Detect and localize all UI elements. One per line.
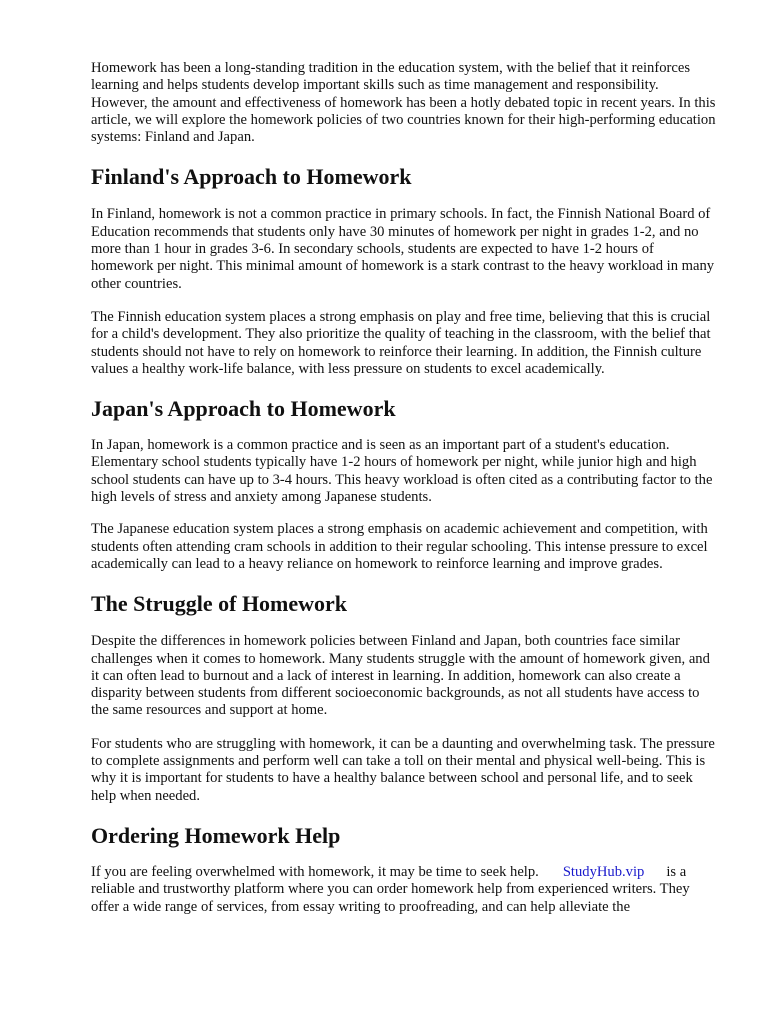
ordering-help-lead: If you are feeling overwhelmed with homework, it may be time to seek help.: [91, 863, 539, 880]
section-heading-japan: Japan's Approach to Homework: [91, 396, 396, 422]
section-struggle: [91, 591, 716, 805]
struggle-paragraph-2: For students who are struggling with homework, it can be a daunting and overwhelming task. The pressure to complete assignments and perform well can take a toll on their mental and physical well-being. This is why it is important for students to have a healthy balance between school and personal life, and to seek help when needed.: [91, 735, 715, 804]
studyhub-link[interactable]: StudyHub.vip: [562, 863, 645, 880]
japan-paragraph-2: The Japanese education system places a strong emphasis on academic achievement and competition, with students often attending cram schools in addition to their regular schooling. This intense pressure to excel academically can lead to a heavy reliance on homework to reinforce learning and improve grades.: [91, 521, 708, 572]
section-heading-struggle: The Struggle of Homework: [91, 591, 348, 617]
ordering-help-rest: is a reliable and trustworthy platform where you can order homework help from experienced writers. They offer a wide range of services, from essay writing to proofreading, and can help alleviate the: [91, 863, 690, 915]
finland-paragraph-1: In Finland, homework is not a common practice in primary schools. In fact, the Finnish National Board of Education recommends that students only have 30 minutes of homework per night in grades 1-2, and no more than 1 hour in grades 3-6. In secondary schools, students are expected to have 1-2 hours of homework per night. This minimal amount of homework is a stark contrast to the heavy workload in many other countries.: [91, 206, 715, 292]
section-finland: [91, 164, 716, 378]
section-japan: [91, 396, 716, 573]
section-heading-ordering-help: Ordering Homework Help: [91, 822, 341, 848]
finland-paragraph-2: The Finnish education system places a strong emphasis on play and free time, believing that this is crucial for a child's development. They also prioritize the quality of teaching in the classroom, with the belief that students should not have to rely on homework to reinforce their learning. In addition, the Finnish culture values a healthy work-life balance, with less pressure on students to excel academically.: [91, 308, 711, 377]
struggle-paragraph-1: Despite the differences in homework policies between Finland and Japan, both countries face similar challenges when it comes to homework. Many students struggle with the amount of homework given, and it can often lead to burnout and a lack of interest in learning. In addition, homework can also create a disparity between students from different socioeconomic backgrounds, as not all students have access to the same resources and support at home.: [91, 633, 710, 719]
intro-paragraph: Homework has been a long-standing tradition in the education system, with the belief that it reinforces learning and helps students develop important skills such as time management and responsibility. However, the amount and effectiveness of homework has been a hotly debated topic in recent years. In this article, we will explore the homework policies of two countries known for their high-performing education systems: Finland and Japan.: [91, 60, 716, 146]
ordering-help-paragraph: [91, 864, 716, 916]
section-ordering-help: [91, 823, 716, 916]
section-heading-finland: Finland's Approach to Homework: [91, 164, 412, 190]
japan-paragraph-1: In Japan, homework is a common practice and is seen as an important part of a student's education. Elementary school students typically have 1-2 hours of homework per night, while junior high and high school students can have up to 3-4 hours. This heavy workload is often cited as a contributing factor to the high levels of stress and anxiety among Japanese students.: [91, 437, 713, 506]
